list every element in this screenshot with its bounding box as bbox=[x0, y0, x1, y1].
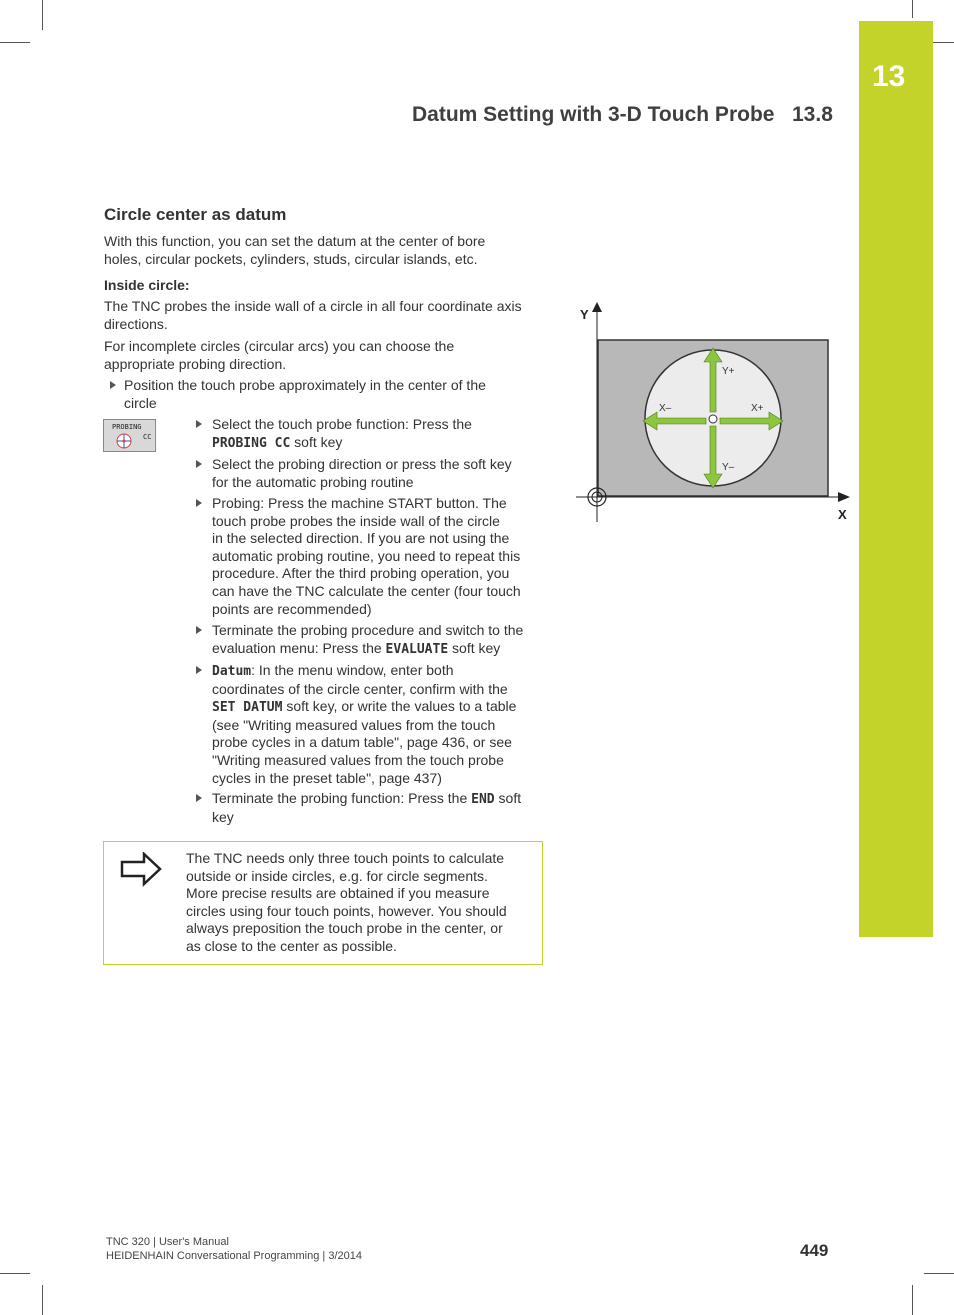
step-select-function bbox=[212, 416, 472, 452]
running-header-title: Datum Setting with 3-D Touch Probe bbox=[412, 103, 775, 126]
text-line: With this function, you can set the datum at the center of bore bbox=[104, 233, 486, 249]
text-fragment: soft key bbox=[448, 639, 501, 656]
section-title: Circle center as datum bbox=[104, 205, 287, 224]
step-select-direction bbox=[212, 456, 512, 491]
text-line: The TNC probes the inside wall of a circle in all four coordinate axis bbox=[104, 298, 522, 314]
text-line: directions. bbox=[104, 315, 168, 332]
text-line: procedure. After the third probing operation, you bbox=[212, 565, 510, 582]
note-box bbox=[103, 841, 543, 965]
text-line: appropriate probing direction. bbox=[104, 355, 287, 372]
label-y-minus: Y– bbox=[722, 462, 735, 473]
y-axis-arrow-icon bbox=[592, 302, 602, 312]
text-line: always preposition the touch probe in the center, or bbox=[186, 920, 503, 937]
text-line bbox=[212, 434, 472, 453]
circle-probing-figure bbox=[570, 300, 870, 530]
page-number: 449 bbox=[800, 1241, 829, 1260]
label-x-plus: X+ bbox=[751, 403, 764, 414]
text-line: circle bbox=[124, 394, 157, 411]
softkey-name: END bbox=[471, 792, 495, 807]
text-line bbox=[212, 698, 516, 717]
text-line: outside or inside circles, e.g. for circle segments. bbox=[186, 867, 488, 884]
step-position-probe bbox=[124, 377, 486, 412]
text-line: More precise results are obtained if you measure bbox=[186, 885, 490, 902]
x-axis-arrow-icon bbox=[838, 492, 850, 502]
bullet-arrow-icon bbox=[196, 420, 202, 428]
step-terminate-procedure bbox=[212, 622, 523, 658]
step-terminate-function bbox=[212, 790, 521, 826]
text-line: Probing: Press the machine START button. The bbox=[212, 495, 507, 511]
crop-mark bbox=[912, 1285, 913, 1315]
chapter-tab bbox=[859, 21, 933, 937]
probe-circle-icon bbox=[104, 420, 157, 453]
bullet-arrow-icon bbox=[196, 626, 202, 634]
probing-cc-softkey bbox=[103, 419, 156, 452]
text-line: for the automatic probing routine bbox=[212, 473, 414, 490]
running-header-section: 13.8 bbox=[792, 103, 833, 126]
axis-label-x: X bbox=[838, 507, 847, 522]
paragraph bbox=[104, 338, 454, 373]
text-fragment: Terminate the probing function: Press the bbox=[212, 790, 472, 806]
text-fragment: : In the menu window, enter both bbox=[251, 662, 454, 678]
crop-mark bbox=[912, 0, 913, 18]
step-probing bbox=[212, 495, 521, 618]
text-line bbox=[212, 662, 516, 681]
text-line: holes, circular pockets, cylinders, studs, circular islands, etc. bbox=[104, 250, 478, 267]
text-line: For incomplete circles (circular arcs) you can choose the bbox=[104, 338, 455, 354]
text-line: cycles in the preset table", page 437) bbox=[212, 769, 442, 786]
text-line: probe cycles in a datum table", page 436, or see bbox=[212, 734, 512, 751]
text-line: touch probe probes the inside wall of the circle bbox=[212, 512, 500, 529]
text-line: TNC 320 | User's Manual bbox=[106, 1236, 229, 1248]
text-line: HEIDENHAIN Conversational Programming | 3/2014 bbox=[106, 1250, 362, 1262]
step-datum bbox=[212, 662, 516, 787]
note-arrow-icon bbox=[120, 852, 164, 888]
text-fragment: soft key, or write the values to a table bbox=[282, 698, 517, 715]
text-line bbox=[212, 640, 523, 659]
softkey-label: CC bbox=[143, 433, 152, 441]
subheading: Inside circle: bbox=[104, 277, 190, 293]
paragraph bbox=[104, 298, 522, 333]
text-line bbox=[212, 790, 521, 809]
softkey-label: PROBING bbox=[112, 423, 142, 431]
text-line: can have the TNC calculate the center (four touch bbox=[212, 582, 521, 599]
text-line: "Writing measured values from the touch probe bbox=[212, 751, 504, 768]
crop-mark bbox=[0, 42, 30, 43]
bullet-arrow-icon bbox=[196, 460, 202, 468]
text-line: coordinates of the circle center, confirm with the bbox=[212, 680, 508, 697]
bullet-arrow-icon bbox=[196, 666, 202, 674]
crop-mark bbox=[924, 1273, 954, 1274]
text-line: (see "Writing measured values from the touch bbox=[212, 716, 496, 733]
axis-label-y: Y bbox=[580, 307, 589, 322]
crop-mark bbox=[0, 1273, 30, 1274]
text-fragment: evaluation menu: Press the bbox=[212, 639, 386, 656]
text-line: as close to the center as possible. bbox=[186, 937, 397, 954]
bullet-arrow-icon bbox=[196, 499, 202, 507]
bullet-arrow-icon bbox=[196, 794, 202, 802]
softkey-name: SET DATUM bbox=[212, 700, 283, 716]
chapter-number: 13 bbox=[872, 60, 906, 93]
text-line: automatic probing routine, you need to repeat this bbox=[212, 547, 521, 564]
text-fragment: soft bbox=[494, 790, 522, 806]
crop-mark bbox=[42, 1285, 43, 1315]
text-line: in the selected direction. If you are not using the bbox=[212, 530, 510, 547]
bullet-arrow-icon bbox=[110, 381, 116, 389]
label-y-plus: Y+ bbox=[722, 366, 735, 377]
label-x-minus: X– bbox=[659, 403, 672, 414]
softkey-name: Datum bbox=[212, 664, 252, 679]
text-fragment: soft key bbox=[290, 433, 343, 450]
text-line: Select the touch probe function: Press the bbox=[212, 416, 472, 432]
text-line: Select the probing direction or press the soft key bbox=[212, 456, 512, 472]
center-marker bbox=[709, 415, 717, 423]
text-line: points are recommended) bbox=[212, 600, 372, 617]
note-text bbox=[186, 850, 507, 956]
text-line: Position the touch probe approximately in the center of the bbox=[124, 377, 486, 393]
softkey-name: PROBING CC bbox=[212, 435, 291, 451]
text-line: Terminate the probing procedure and switch to the bbox=[212, 622, 524, 638]
softkey-name: EVALUATE bbox=[385, 641, 449, 657]
footer-info bbox=[106, 1235, 362, 1263]
crop-mark bbox=[42, 0, 43, 30]
text-line: circles using four touch points, however. You should bbox=[186, 902, 507, 919]
intro-paragraph bbox=[104, 233, 485, 268]
text-line: key bbox=[212, 808, 234, 825]
text-line: The TNC needs only three touch points to calculate bbox=[186, 850, 505, 866]
